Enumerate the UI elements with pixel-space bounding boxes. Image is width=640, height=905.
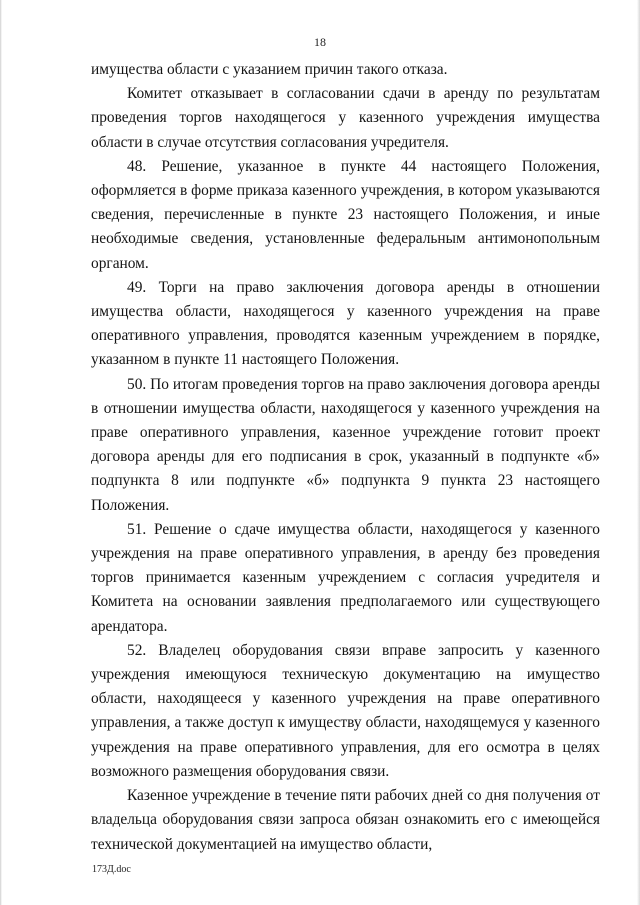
paragraph-item-50: 50. По итогам проведения торгов на право заключения договора аренды в отношении имущества области, находящегося у казенного учреждения на праве оперативного управления, казенное учреждение готовит проект договора аренды для его подписания в срок, указанный в подпункте «б» подпункта 8 или подпункте «б» подпункта 9 пункта 23 настоящего Положения. (91, 375, 600, 514)
paragraph-item-51: 51. Решение о сдаче имущества области, находящегося у казенного учреждения на праве оперативного управления, в аренду без проведения торгов принимается казенным учреждением с согласия учредителя и Комитета на основании заявления предполагаемого или существующего арендатора. (91, 520, 600, 635)
paragraph-item-48: 48. Решение, указанное в пункте 44 настоящего Положения, оформляется в форме приказа казенного учреждения, в котором указываются сведения, перечисленные в пункте 23 настоящего Положения, и иные необходимые сведения, установленные федеральным антимонопольным органом. (91, 157, 600, 272)
paragraph-committee-refusal: Комитет отказывает в согласовании сдачи в аренду по результатам проведения торгов находящегося у казенного учреждения имущества области в случае отсутствия согласования учредителя. (91, 85, 600, 151)
page-number: 18 (314, 35, 326, 49)
scan-edge-left (0, 0, 2, 905)
paragraph-continuation: имущества области с указанием причин такого отказа. (91, 61, 448, 78)
paragraph-item-52: 52. Владелец оборудования связи вправе запросить у казенного учреждения имеющуюся техническую документацию на имущество области, находящееся у казенного учреждения на праве оперативного управления, а также доступ к имуществу области, находящемуся у казенного учреждения на праве оперативного управления, для его осмотра в целях возможного размещения оборудования связи. (91, 641, 600, 780)
document-body (91, 58, 600, 857)
footer-filename: 173Д.doc (92, 864, 131, 875)
paragraph-institution-obligation: Казенное учреждение в течение пяти рабочих дней со дня получения от владельца оборудования связи запроса обязан ознакомить его с имеющейся технической документацией на имущество области, (91, 787, 600, 853)
paragraph-item-49: 49. Торги на право заключения договора аренды в отношении имущества области, находящегося у казенного учреждения на праве оперативного управления, проводятся казенным учреждением в порядке, указанном в пункте 11 настоящего Положения. (91, 278, 600, 369)
